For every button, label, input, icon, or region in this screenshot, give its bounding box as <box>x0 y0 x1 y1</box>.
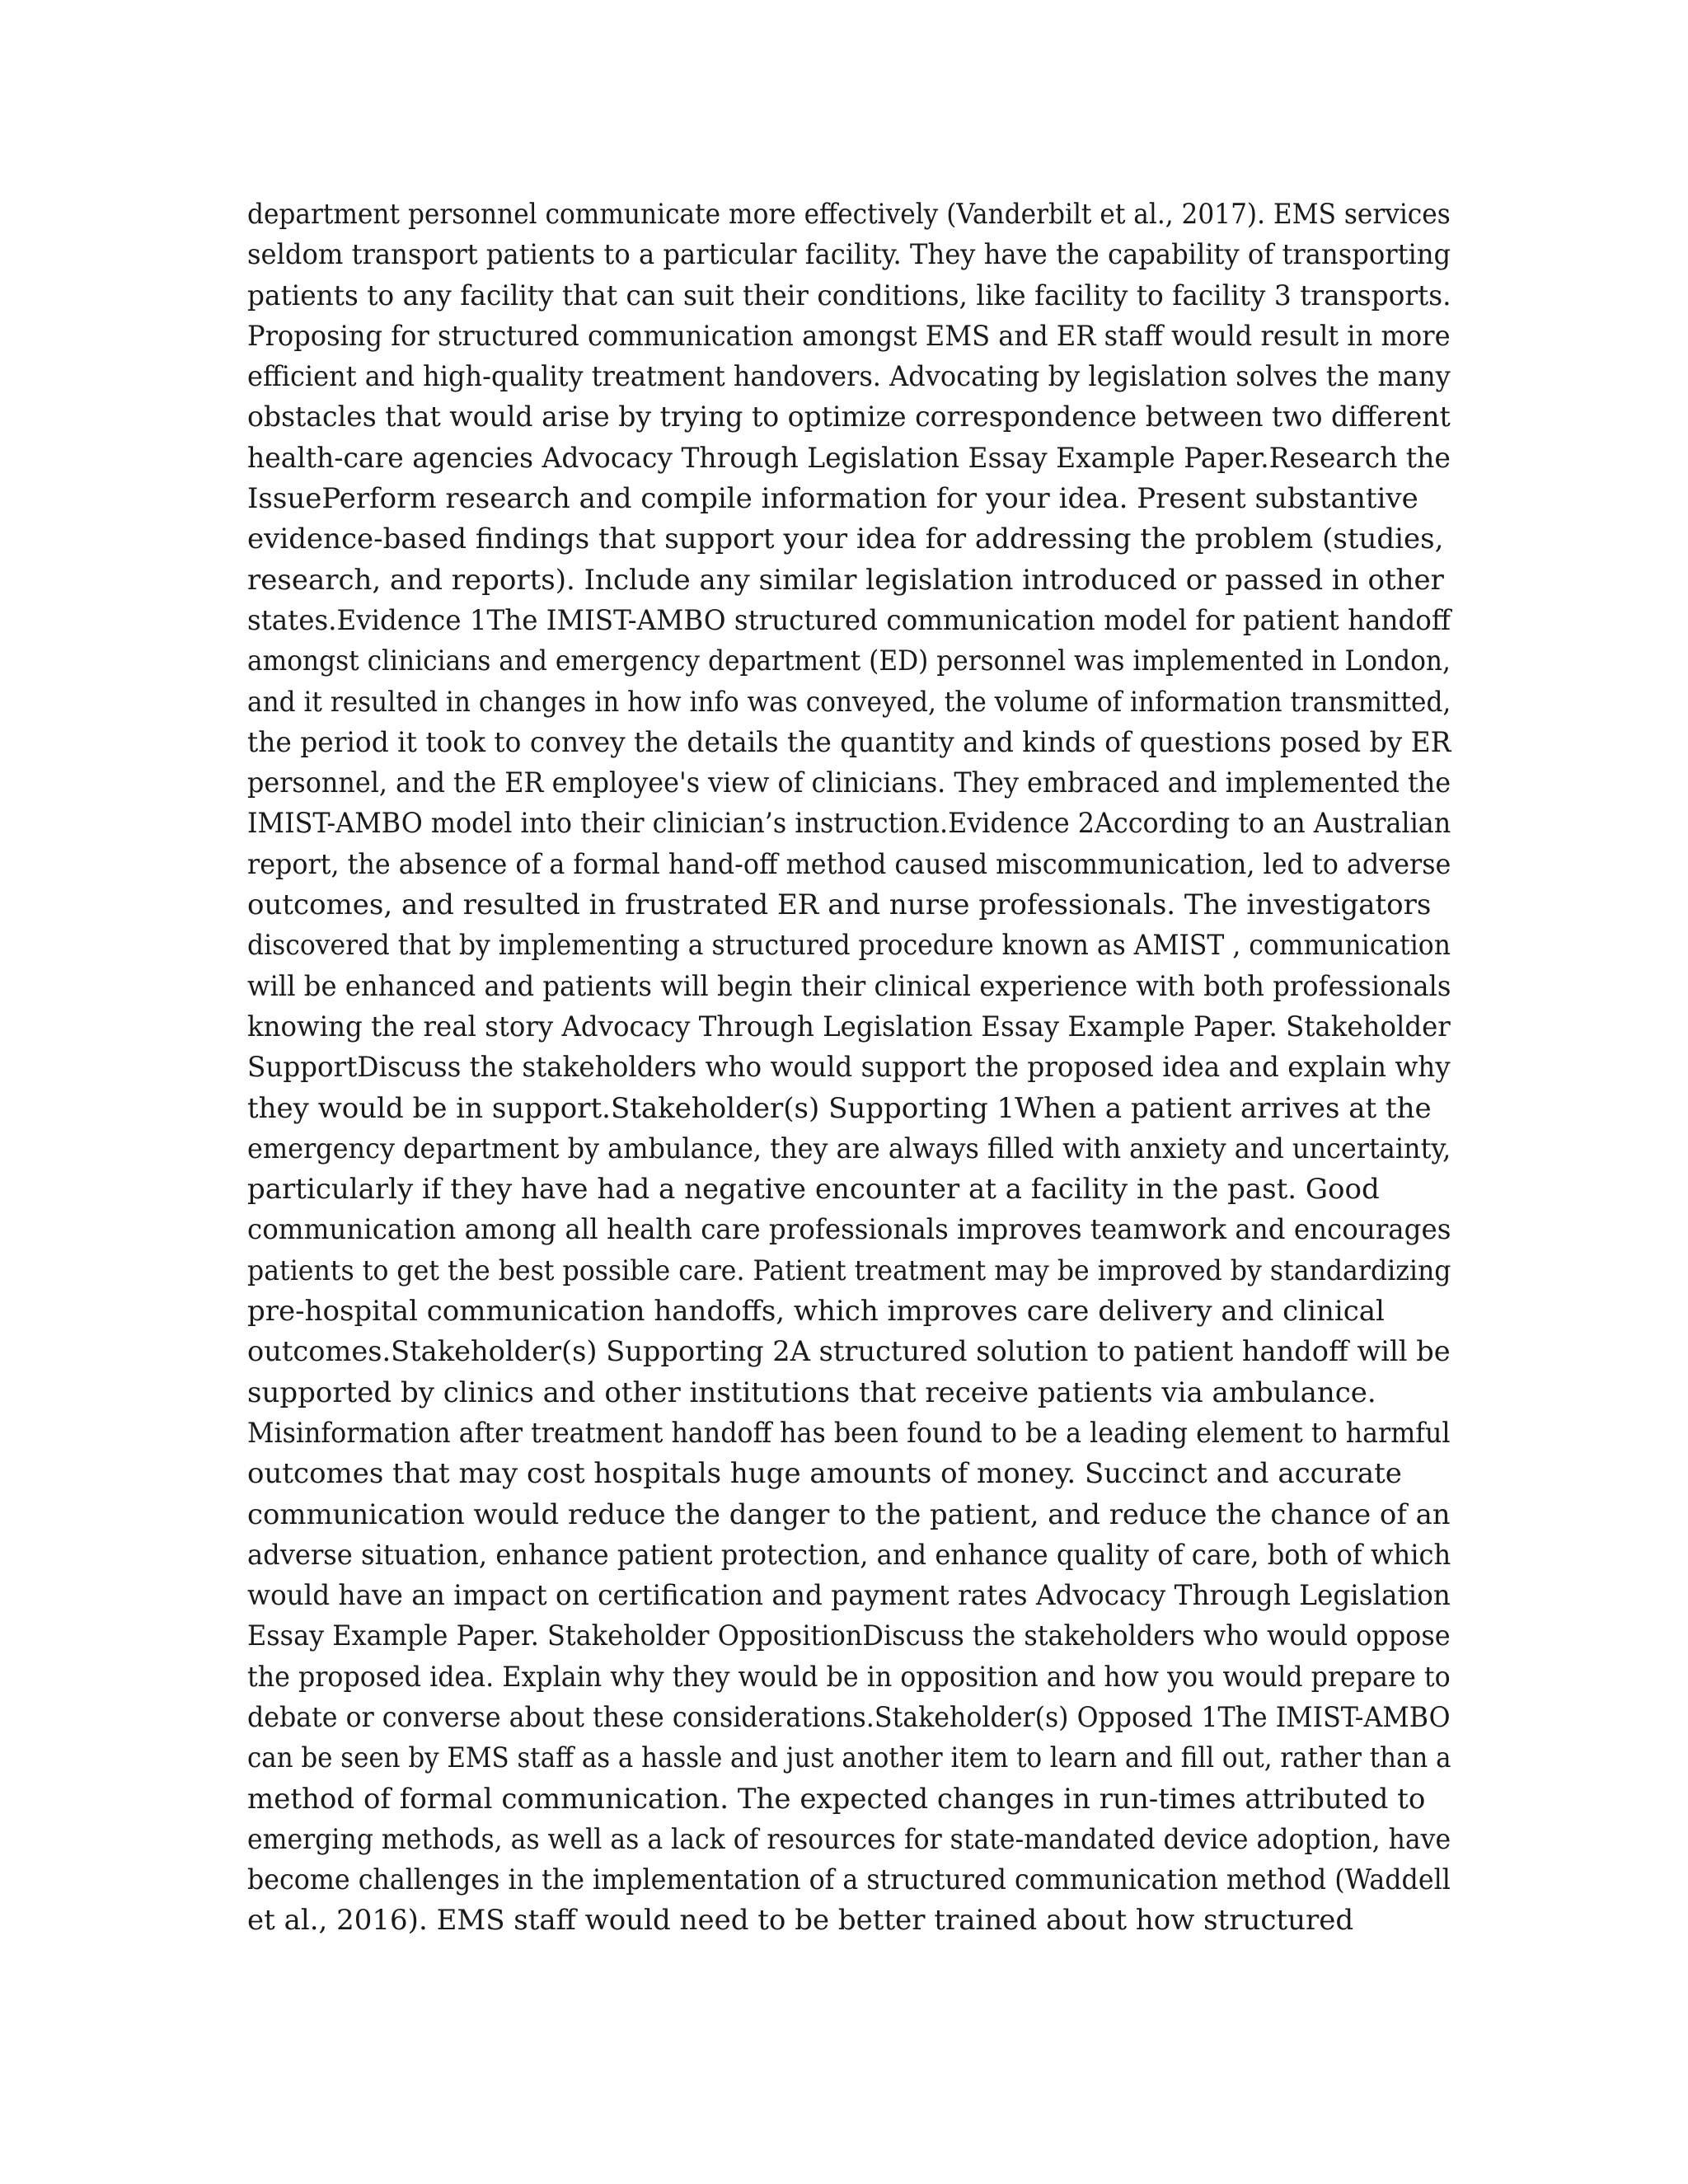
text-line: particularly if they have had a negative encounter at a facility in the past. Good <box>247 1173 1380 1207</box>
text-line: states.Evidence 1The IMIST-AMBO structured communication model for patient handoff <box>247 603 1451 637</box>
text-line: department personnel communicate more effectively (Vanderbilt et al., 2017). EMS services <box>247 198 1451 231</box>
text-line: Proposing for structured communication amongst EMS and ER staff would result in more <box>247 319 1451 353</box>
text-line: communication among all health care professionals improves teamwork and encourages <box>247 1213 1451 1247</box>
text-line: health-care agencies Advocacy Through Legislation Essay Example Paper.Research the <box>247 441 1451 475</box>
text-line: knowing the real story Advocacy Through Legislation Essay Example Paper. Stakeholder <box>247 1010 1451 1043</box>
text-line: report, the absence of a formal hand-off method caused miscommunication, led to adverse <box>247 847 1451 881</box>
text-line: outcomes that may cost hospitals huge amounts of money. Succinct and accurate <box>247 1457 1402 1491</box>
text-line: evidence-based findings that support your idea for addressing the problem (studies, <box>247 523 1444 556</box>
text-line: outcomes, and resulted in frustrated ER and nurse professionals. The investigators <box>247 888 1432 922</box>
text-line: would have an impact on certification and payment rates Advocacy Through Legislation <box>247 1579 1451 1613</box>
text-line: the period it took to convey the details the quantity and kinds of questions posed by ER <box>247 725 1451 759</box>
text-line: research, and reports). Include any similar legislation introduced or passed in other <box>247 563 1444 597</box>
text-line: amongst clinicians and emergency department (ED) personnel was implemented in London, <box>247 644 1451 678</box>
text-line: emerging methods, as well as a lack of resources for state-mandated device adoption, have <box>247 1822 1451 1856</box>
text-line: debate or converse about these considerations.Stakeholder(s) Opposed 1The IMIST-AMBO <box>247 1700 1451 1734</box>
text-line: patients to get the best possible care. Patient treatment may be improved by standardizing <box>247 1254 1451 1287</box>
text-line: emergency department by ambulance, they are always filled with anxiety and uncertainty, <box>247 1132 1451 1165</box>
text-line: patients to any facility that can suit their conditions, like facility to facility 3 transports. <box>247 279 1451 312</box>
text-line: discovered that by implementing a structured procedure known as AMIST , communication <box>247 929 1451 963</box>
text-line: they would be in support.Stakeholder(s) Supporting 1When a patient arrives at the <box>247 1091 1432 1125</box>
text-line: et al., 2016). EMS staff would need to be better trained about how structured <box>247 1904 1354 1938</box>
text-line: SupportDiscuss the stakeholders who would support the proposed idea and explain why <box>247 1051 1451 1085</box>
text-line: IMIST-AMBO model into their clinician’s instruction.Evidence 2According to an Australian <box>247 807 1451 841</box>
text-line: efficient and high-quality treatment handovers. Advocating by legislation solves the many <box>247 360 1451 394</box>
text-line: and it resulted in changes in how info was conveyed, the volume of information transmitted, <box>247 685 1451 719</box>
text-line: seldom transport patients to a particular facility. They have the capability of transporting <box>247 238 1451 272</box>
text-line: IssuePerform research and compile information for your idea. Present substantive <box>247 482 1418 516</box>
text-line: personnel, and the ER employee's view of clinicians. They embraced and implemented the <box>247 766 1451 800</box>
text-line: Essay Example Paper. Stakeholder OppositionDiscuss the stakeholders who would oppose <box>247 1619 1451 1653</box>
body-text <box>247 194 1451 1942</box>
text-line: outcomes.Stakeholder(s) Supporting 2A structured solution to patient handoff will be <box>247 1335 1451 1369</box>
text-line: method of formal communication. The expected changes in run-times attributed to <box>247 1782 1426 1816</box>
text-line: the proposed idea. Explain why they would be in opposition and how you would prepare to <box>247 1660 1451 1694</box>
text-line: become challenges in the implementation of a structured communication method (Waddell <box>247 1863 1451 1897</box>
text-line: Misinformation after treatment handoff has been found to be a leading element to harmful <box>247 1416 1451 1450</box>
text-line: will be enhanced and patients will begin their clinical experience with both professionals <box>247 969 1451 1003</box>
text-line: obstacles that would arise by trying to optimize correspondence between two different <box>247 401 1451 434</box>
text-line: communication would reduce the danger to the patient, and reduce the chance of an <box>247 1497 1451 1531</box>
text-line: supported by clinics and other institutions that receive patients via ambulance. <box>247 1376 1376 1409</box>
text-line: adverse situation, enhance patient protection, and enhance quality of care, both of which <box>247 1538 1451 1572</box>
text-line: can be seen by EMS staff as a hassle and just another item to learn and fill out, rather than a <box>247 1741 1451 1775</box>
text-line: pre-hospital communication handoffs, which improves care delivery and clinical <box>247 1295 1385 1329</box>
